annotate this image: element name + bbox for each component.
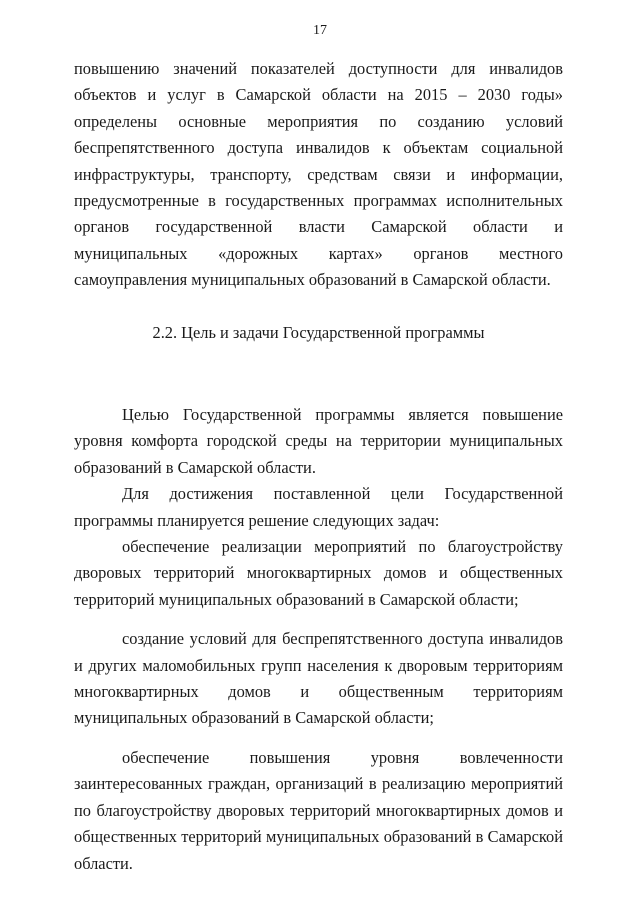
intro-section: [74, 56, 563, 294]
spacer: [74, 732, 563, 745]
task-item: обеспечение повышения уровня вовлеченности заинтересованных граждан, организаций в реализацию мероприятий по благоустройству дворовых территорий многоквартирных домов и общественных территорий муниципальных образований в Самарской области.: [74, 747, 563, 873]
goals-section: [74, 402, 563, 877]
goal-paragraph: Целью Государственной программы является повышение уровня комфорта городской среды на территории муниципальных образований в Самарской области.: [74, 405, 563, 477]
tasks-intro-paragraph: Для достижения поставленной цели Государственной программы планируется решение следующих задач:: [74, 484, 563, 530]
task-item: обеспечение реализации мероприятий по благоустройству дворовых территорий многоквартирных домов и общественных территорий муниципальных образований в Самарской области;: [74, 537, 563, 609]
intro-paragraph: повышению значений показателей доступности для инвалидов объектов и услуг в Самарской области на 2015 – 2030 годы» определены основные мероприятия по созданию условий беспрепятственного доступа инвалидов к объектам социальной инфраструктуры, транспорту, средствам связи и информации, предусмотренные в государственных программах исполнительных органов государственной власти Самарской области и муниципальных «дорожных картах» органов местного самоуправления муниципальных образований в Самарской области.: [74, 59, 563, 290]
spacer: [74, 613, 563, 626]
task-item: создание условий для беспрепятственного доступа инвалидов и других маломобильных групп населения к дворовым территориям многоквартирных домов и общественным территориям муниципальных образований в Самарской области;: [74, 629, 563, 728]
page-number: 17: [313, 23, 327, 38]
section-heading: 2.2. Цель и задачи Государственной программы: [152, 323, 485, 342]
